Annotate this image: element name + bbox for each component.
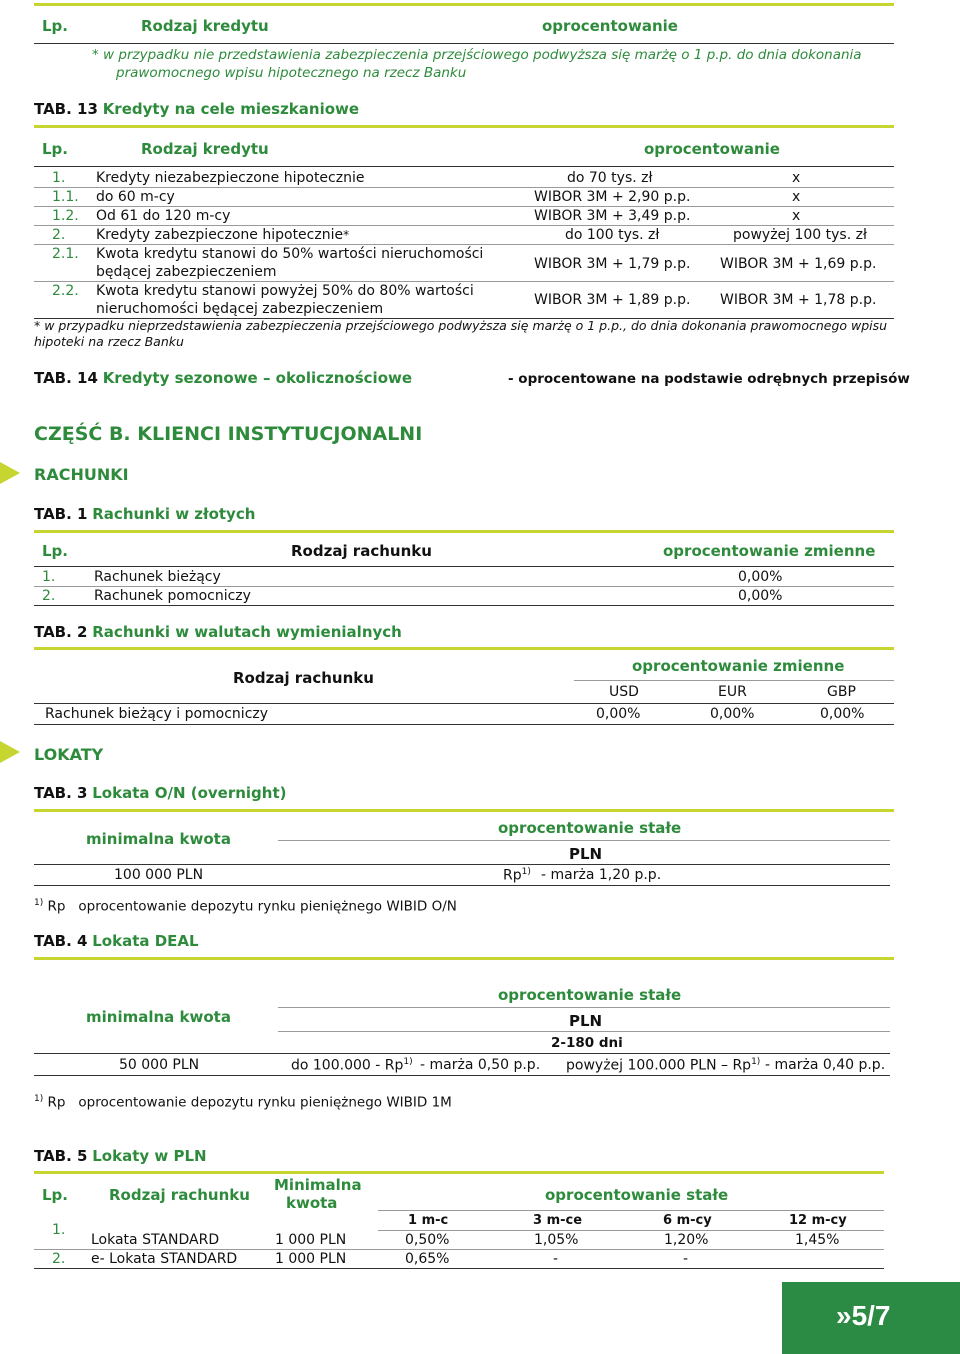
b2-heading: TAB. 2 Rachunki w walutach wymienialnych [34, 623, 402, 641]
b4-a-rp: do 100.000 - Rp$^{1)}$ [291, 1057, 413, 1074]
note-line1: * w przypadku nie przedstawienia zabezpieczenia przejściowego podwyższa się marżę o 1 p.p. do dnia dokonania [92, 47, 862, 63]
b3-col-min: minimalna kwota [86, 830, 231, 848]
part-b-title: CZĘŚĆ B. KLIENCI INSTYTUCJONALNI [34, 423, 423, 445]
col-oproc: oprocentowanie [542, 17, 678, 35]
rachunki-heading: RACHUNKI [34, 465, 129, 484]
b2-row-name: Rachunek bieżący i pomocniczy [45, 706, 269, 722]
b2-cur-gbp: GBP [827, 684, 856, 700]
tab13-a: WIBOR 3M + 1,79 p.p. [534, 256, 691, 272]
tab13-name: Kredyty zabezpieczone hipotecznie* [96, 227, 350, 243]
b3-footnote: $^{1)}$ Rp oprocentowanie depozytu rynku pieniężnego WIBID O/N [34, 898, 457, 915]
b3-kwota: 100 000 PLN [114, 867, 204, 883]
b5-val: 1,05% [534, 1232, 579, 1248]
tab13-lp: 1. [52, 170, 66, 186]
b4-dni: 2-180 dni [551, 1035, 623, 1051]
b4-b-marza: - marża 0,40 p.p. [765, 1057, 886, 1073]
b5-val: 0,65% [405, 1251, 450, 1267]
b1-val: 0,00% [738, 588, 783, 604]
b5-val: - [683, 1251, 689, 1267]
tab13-note1: * w przypadku nieprzedstawienia zabezpieczenia przejściowego podwyższa się marżę o 1 p.p., do dnia dokonania prawomocnego wpisu [34, 318, 888, 333]
tab14-right: - oprocentowane na podstawie odrębnych przepisów [508, 371, 910, 387]
b4-col-min: minimalna kwota [86, 1008, 231, 1026]
tab13-b: x [792, 208, 801, 224]
b3-rp: Rp$^{1)}$ [503, 867, 531, 884]
b2-cur-usd: USD [609, 684, 639, 700]
b4-b-rp: powyżej 100.000 PLN – Rp$^{1)}$ [566, 1057, 761, 1074]
tab13-a: do 100 tys. zł [565, 227, 660, 243]
tab13-b: x [792, 170, 801, 186]
b5-period: 3 m-ce [533, 1213, 583, 1228]
tab13-lp: 1.2. [52, 208, 79, 224]
b2-col-oproc: oprocentowanie zmienne [632, 657, 845, 675]
tab14-heading: TAB. 14 Kredyty sezonowe – okolicznościowe [34, 369, 413, 387]
tab13-a: WIBOR 3M + 2,90 p.p. [534, 189, 691, 205]
b5-min: 1 000 PLN [275, 1251, 347, 1267]
b1-lp: 1. [42, 569, 56, 585]
tab13-name: Kwota kredytu stanowi do 50% wartości nieruchomości [96, 246, 484, 262]
b1-name: Rachunek pomocniczy [94, 588, 251, 604]
b5-name: e- Lokata STANDARD [91, 1251, 238, 1267]
b5-lp: 1. [52, 1222, 66, 1238]
b1-col-oproc: oprocentowanie zmienne [663, 542, 876, 560]
b1-name: Rachunek bieżący [94, 569, 221, 585]
b5-col-oproc: oprocentowanie stałe [545, 1186, 729, 1204]
b5-col-lp: Lp. [42, 1186, 68, 1204]
b5-min: 1 000 PLN [275, 1232, 347, 1248]
b5-period: 12 m-cy [789, 1213, 847, 1228]
b1-lp: 2. [42, 588, 56, 604]
b3-col-oproc: oprocentowanie stałe [498, 819, 682, 837]
section-arrow-icon [0, 462, 20, 484]
b5-val: 1,45% [795, 1232, 840, 1248]
b5-heading: TAB. 5 Lokaty w PLN [34, 1147, 207, 1165]
b5-val: - [553, 1251, 559, 1267]
lokaty-heading: LOKATY [34, 745, 104, 764]
tab13-a: do 70 tys. zł [567, 170, 653, 186]
page-number: »5/7 [836, 1300, 891, 1331]
b1-col-lp: Lp. [42, 542, 68, 560]
tab13-name2: będącej zabezpieczeniem [96, 264, 277, 280]
b5-col-min2: kwota [286, 1194, 338, 1212]
b2-col-rodzaj: Rodzaj rachunku [233, 669, 374, 687]
tab13-b: WIBOR 3M + 1,69 p.p. [720, 256, 877, 272]
note-line2: prawomocnego wpisu hipotecznego na rzecz Banku [116, 65, 467, 81]
b2-val-eur: 0,00% [710, 706, 755, 722]
tab13-a: WIBOR 3M + 3,49 p.p. [534, 208, 691, 224]
b4-footnote: $^{1)}$ Rp oprocentowanie depozytu rynku pieniężnego WIBID 1M [34, 1094, 452, 1111]
b2-cur-eur: EUR [718, 684, 747, 700]
section-arrow-icon [0, 741, 20, 763]
page-number-box [782, 1282, 960, 1354]
tab13-name: Kwota kredytu stanowi powyżej 50% do 80% wartości [96, 283, 474, 299]
b4-col-oproc: oprocentowanie stałe [498, 986, 682, 1004]
b5-period: 6 m-cy [663, 1213, 712, 1228]
tab13-a: WIBOR 3M + 1,89 p.p. [534, 292, 691, 308]
tab13-col-lp: Lp. [42, 140, 68, 158]
tab13-lp: 1.1. [52, 189, 79, 205]
b4-a-marza: - marża 0,50 p.p. [420, 1057, 541, 1073]
b3-heading: TAB. 3 Lokata O/N (overnight) [34, 784, 287, 802]
tab13-lp: 2. [52, 227, 66, 243]
b1-val: 0,00% [738, 569, 783, 585]
tab13-col-rodzaj: Rodzaj kredytu [141, 140, 269, 158]
col-lp: Lp. [42, 17, 68, 35]
b1-heading: TAB. 1 Rachunki w złotych [34, 505, 256, 523]
b2-val-gbp: 0,00% [820, 706, 865, 722]
b5-val: 1,20% [664, 1232, 709, 1248]
b1-col-rodzaj: Rodzaj rachunku [291, 542, 432, 560]
b5-name: Lokata STANDARD [91, 1232, 220, 1248]
tab13-lp: 2.1. [52, 246, 79, 262]
tab13-col-oproc: oprocentowanie [644, 140, 780, 158]
b4-pln: PLN [569, 1012, 603, 1030]
tab13-name: Od 61 do 120 m-cy [96, 208, 231, 224]
b5-col-rodzaj: Rodzaj rachunku [109, 1186, 250, 1204]
tab13-b: WIBOR 3M + 1,78 p.p. [720, 292, 877, 308]
b5-period: 1 m-c [408, 1213, 449, 1228]
tab13-name2: nieruchomości będącej zabezpieczeniem [96, 301, 384, 317]
b5-lp: 2. [52, 1251, 66, 1267]
b2-val-usd: 0,00% [596, 706, 641, 722]
b3-pln: PLN [569, 845, 603, 863]
b4-kwota: 50 000 PLN [119, 1057, 200, 1073]
b5-col-min1: Minimalna [274, 1176, 362, 1194]
tab13-name: Kredyty niezabezpieczone hipotecznie [96, 170, 365, 186]
tab13-b: x [792, 189, 801, 205]
tab13-lp: 2.2. [52, 283, 79, 299]
b5-val: 0,50% [405, 1232, 450, 1248]
tab13-name: do 60 m-cy [96, 189, 175, 205]
b3-marza: - marża 1,20 p.p. [541, 867, 662, 883]
b4-heading: TAB. 4 Lokata DEAL [34, 932, 199, 950]
tab13-heading: TAB. 13 Kredyty na cele mieszkaniowe [34, 100, 360, 118]
tab13-b: powyżej 100 tys. zł [733, 227, 867, 243]
tab13-note2: hipoteki na rzecz Banku [34, 334, 184, 349]
col-rodzaj: Rodzaj kredytu [141, 17, 269, 35]
